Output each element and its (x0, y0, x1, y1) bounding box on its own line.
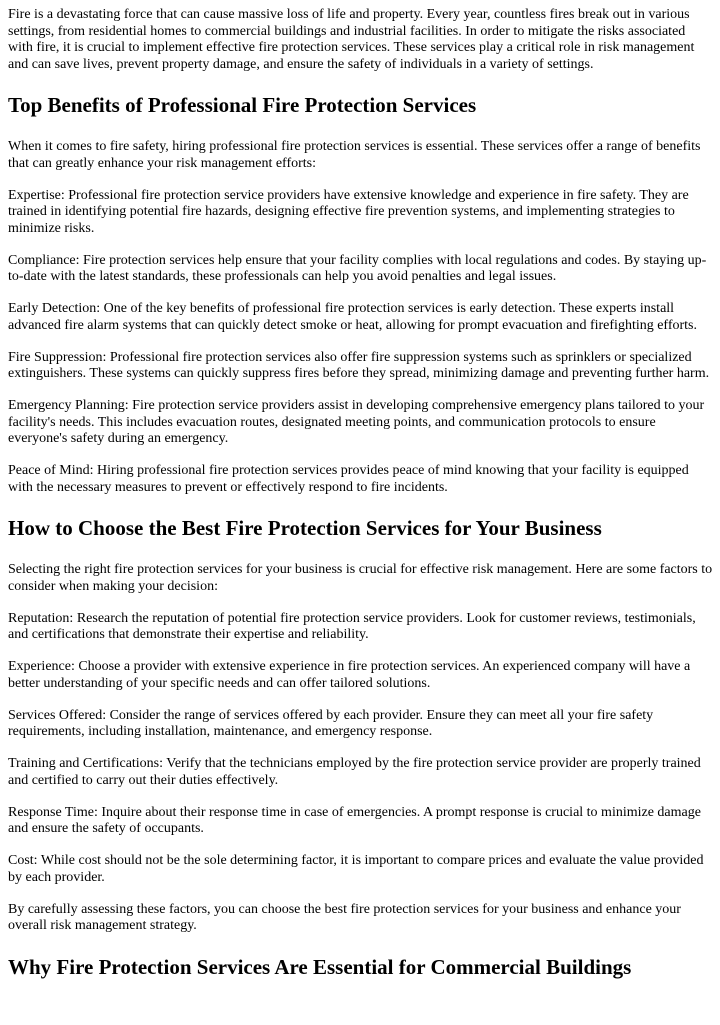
benefit-peace-of-mind-paragraph: Peace of Mind: Hiring professional fire protection services provides peace of mind knowing that your facility is equipped with the necessary measures to prevent or effectively respond to fire incidents. (8, 463, 689, 495)
section-heading-benefits: Top Benefits of Professional Fire Protection Services (8, 93, 477, 117)
choose-conclusion-paragraph: By carefully assessing these factors, you can choose the best fire protection services for your business and enhance your overall risk management strategy. (8, 901, 681, 933)
benefit-early-detection-paragraph: Early Detection: One of the key benefits of professional fire protection services is early detection. These experts install advanced fire alarm systems that can quickly detect smoke or heat, allowing for prompt evacuation and firefighting efforts. (8, 301, 698, 333)
factor-cost-paragraph: Cost: While cost should not be the sole determining factor, it is important to compare prices and evaluate the value provided by each provider. (8, 853, 704, 885)
benefit-compliance-paragraph: Compliance: Fire protection services help ensure that your facility complies with local regulations and codes. By staying up-to-date with the latest standards, these professionals can help you avoid penalties and legal issues. (8, 252, 707, 284)
benefit-fire-suppression-paragraph: Fire Suppression: Professional fire protection services also offer fire suppression systems such as sprinklers or specialized extinguishers. These systems can quickly suppress fires before they spread, minimizing damage and preventing further harm. (8, 349, 710, 381)
benefit-emergency-planning-paragraph: Emergency Planning: Fire protection service providers assist in developing comprehensive emergency plans tailored to your facility's needs. This includes evacuation routes, designated meeting points, and communication protocols to ensure everyone's safety during an emergency. (8, 398, 705, 446)
factor-response-time-paragraph: Response Time: Inquire about their response time in case of emergencies. A prompt response is crucial to minimize damage and ensure the safety of occupants. (8, 804, 701, 836)
section-heading-commercial: Why Fire Protection Services Are Essential for Commercial Buildings (8, 954, 632, 979)
factor-experience-paragraph: Experience: Choose a provider with extensive experience in fire protection services. An experienced company will have a better understanding of your specific needs and can offer tailored solutions. (8, 659, 691, 691)
benefits-intro-paragraph: When it comes to fire safety, hiring professional fire protection services is essential. These services offer a range of benefits that can greatly enhance your risk management efforts: (8, 139, 701, 171)
choose-intro-paragraph: Selecting the right fire protection services for your business is crucial for effective risk management. Here are some factors to consider when making your decision: (8, 562, 713, 594)
intro-paragraph: Fire is a devastating force that can cause massive loss of life and property. Every year, countless fires break out in various settings, from residential homes to commercial buildings and industrial facilities. In order to mitigate the risks associated with fire, it is crucial to implement effective fire protection services. These services play a critical role in risk management and can save lives, prevent property damage, and ensure the safety of individuals in a variety of settings. (8, 7, 695, 72)
factor-training-paragraph: Training and Certifications: Verify that the technicians employed by the fire protection service provider are properly trained and certified to carry out their duties effectively. (8, 756, 701, 788)
section-heading-choose: How to Choose the Best Fire Protection Services for Your Business (8, 516, 602, 540)
factor-reputation-paragraph: Reputation: Research the reputation of potential fire protection service providers. Look for customer reviews, testimonials, and certifications that demonstrate their expertise and reliability. (8, 610, 696, 642)
factor-services-offered-paragraph: Services Offered: Consider the range of services offered by each provider. Ensure they can meet all your fire safety requirements, including installation, maintenance, and emergency response. (8, 707, 654, 739)
benefit-expertise-paragraph: Expertise: Professional fire protection service providers have extensive knowledge and experience in fire safety. They are trained in identifying potential fire hazards, designing effective fire prevention systems, and implementing strategies to minimize risks. (8, 187, 689, 236)
article-body (0, 7, 720, 979)
